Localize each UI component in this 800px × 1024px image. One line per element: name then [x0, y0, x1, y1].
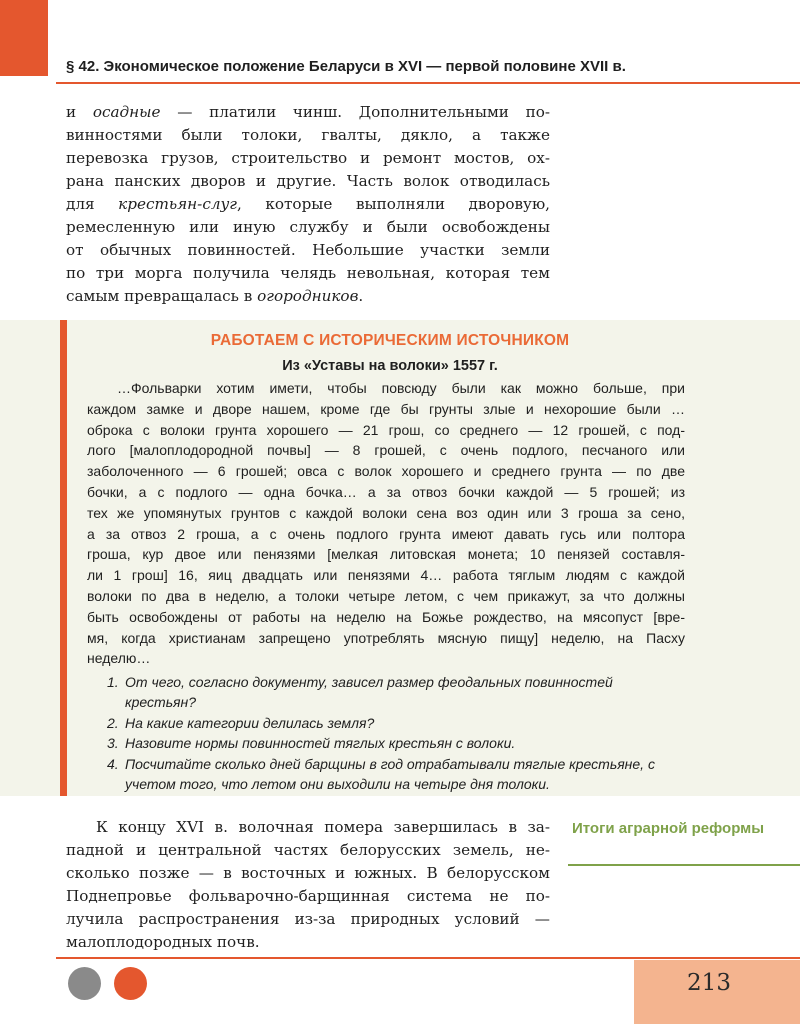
quote-line: ли 1 грош] 16, яиц двадцать или пенязями 4… работа тяглым людям с каждой	[87, 567, 685, 584]
term-krestyane-slugi: крестьян-слуг	[118, 195, 237, 213]
corner-color-block	[0, 0, 48, 76]
source-accent-bar	[60, 320, 67, 796]
intro-line: для крестьян-слуг, которые выполняли дворовую,	[66, 195, 550, 213]
quote-line: …Фольварки хотим имети, чтобы повсюду были как можно больше, при	[117, 380, 685, 396]
outro-line: К концу XVI в. волочная померa завершилась в за-	[96, 818, 550, 836]
page-number: 213	[687, 970, 731, 996]
quote-line: волоки по два в неделю, а толоки четыре летом, с чем прикажут, за что должны	[87, 587, 685, 604]
outro-paragraph	[66, 816, 550, 954]
footer-rule	[56, 957, 800, 959]
outro-line: Поднепровье фольварочно-барщинная система не по-	[66, 887, 550, 905]
intro-line: ремесленную или иную службу и были освобождены	[66, 218, 550, 236]
quote-line: заболоченного — 6 грошей; овса с волок хорошего и среднего грунта — по две	[87, 463, 685, 480]
question-item: 3. Назовите нормы повинностей тяглых крестьян с волоки.	[107, 735, 516, 752]
orange-circle-icon	[114, 967, 147, 1000]
quote-line: оброка с волоки грунта хорошего — 21 грош, со среднего — 12 грошей, с под-	[87, 421, 685, 438]
intro-line: от обычных повинностей. Небольшие участки земли	[66, 241, 550, 259]
outro-line: сколько позже — в восточных и южных. В белорусском	[66, 864, 550, 882]
quote-line: мя, когда христианам запрещено употреблять мясную пищу] неделю, на Пасху	[87, 629, 685, 646]
header-rule	[56, 82, 800, 84]
sidebar-heading: Итоги аграрной реформы	[572, 820, 765, 837]
intro-paragraph	[66, 101, 550, 308]
question-item: 2. На какие категории делилась земля?	[107, 714, 375, 731]
source-quote	[87, 378, 685, 669]
running-header: § 42. Экономическое положение Беларуси в XVI — первой половине XVII в.	[66, 58, 626, 75]
outro-line: лучила распространения из-за природных условий —	[66, 910, 550, 928]
sidebar-rule	[568, 864, 800, 866]
intro-line: винностями были толоки, гвалты, дякло, а также	[66, 126, 550, 144]
source-questions	[107, 672, 685, 794]
quote-line: а за отвоз 2 гроша, а с очень подлого грунта имеют давать гусь или полтора	[87, 525, 685, 542]
question-item: 4. Посчитайте сколько дней барщины в год отрабатывали тяглые крестьяне, с учетом того, что летом они выходили на четыре дня толоки.	[107, 755, 655, 793]
page-number-block	[634, 960, 800, 1024]
quote-line: бочки, а с подлого — одна бочка… а за отвоз бочки каждой — 5 грошей; из	[87, 483, 685, 500]
question-item: 1. От чего, согласно документу, зависел размер феодальных повинностей крестьян?	[107, 674, 613, 711]
historical-source-box	[0, 320, 800, 796]
outro-line: падной и центральной частях белорусских земель, не-	[66, 841, 550, 859]
gray-circle-icon	[68, 967, 101, 1000]
intro-line: и осадные — платили чинш. Дополнительными по-	[66, 103, 550, 121]
quote-line: каждом замке и дворе нашем, кроме где бы грунты злые и нехорошие были …	[87, 400, 685, 417]
quote-line: неделю…	[87, 650, 151, 667]
intro-line: рана панских дворов и другие. Часть волок отводилась	[66, 172, 550, 190]
term-osadnye: осадные	[92, 103, 161, 121]
intro-line: перевозка грузов, строительство и ремонт мостов, ох-	[66, 149, 550, 167]
term-ogorodniki: огородников	[257, 287, 359, 305]
quote-line: тех же упомянутых грунтов с каждой волоки сена воз один или 3 гроша за сено,	[87, 504, 685, 521]
intro-line: по три морга получила челядь невольная, которая тем	[66, 264, 550, 282]
intro-line: самым превращалась в огородников.	[66, 287, 364, 305]
source-section-heading: РАБОТАЕМ С ИСТОРИЧЕСКИМ ИСТОЧНИКОМ	[210, 332, 570, 349]
outro-line: малоплодородных почв.	[66, 933, 260, 951]
quote-line: быть освобождены от работы на неделю на Божье рождество, на мясопуст [вре-	[87, 608, 685, 625]
quote-line: гроша, кур двое или пенязями [мелкая литовская монета; 10 пенязей составля-	[87, 546, 685, 563]
quote-line: лого [малоплодородной почвы] — 8 грошей, с очень подлого, песчаного или	[87, 442, 685, 459]
source-document-title: Из «Уставы на волоки» 1557 г.	[282, 358, 498, 374]
